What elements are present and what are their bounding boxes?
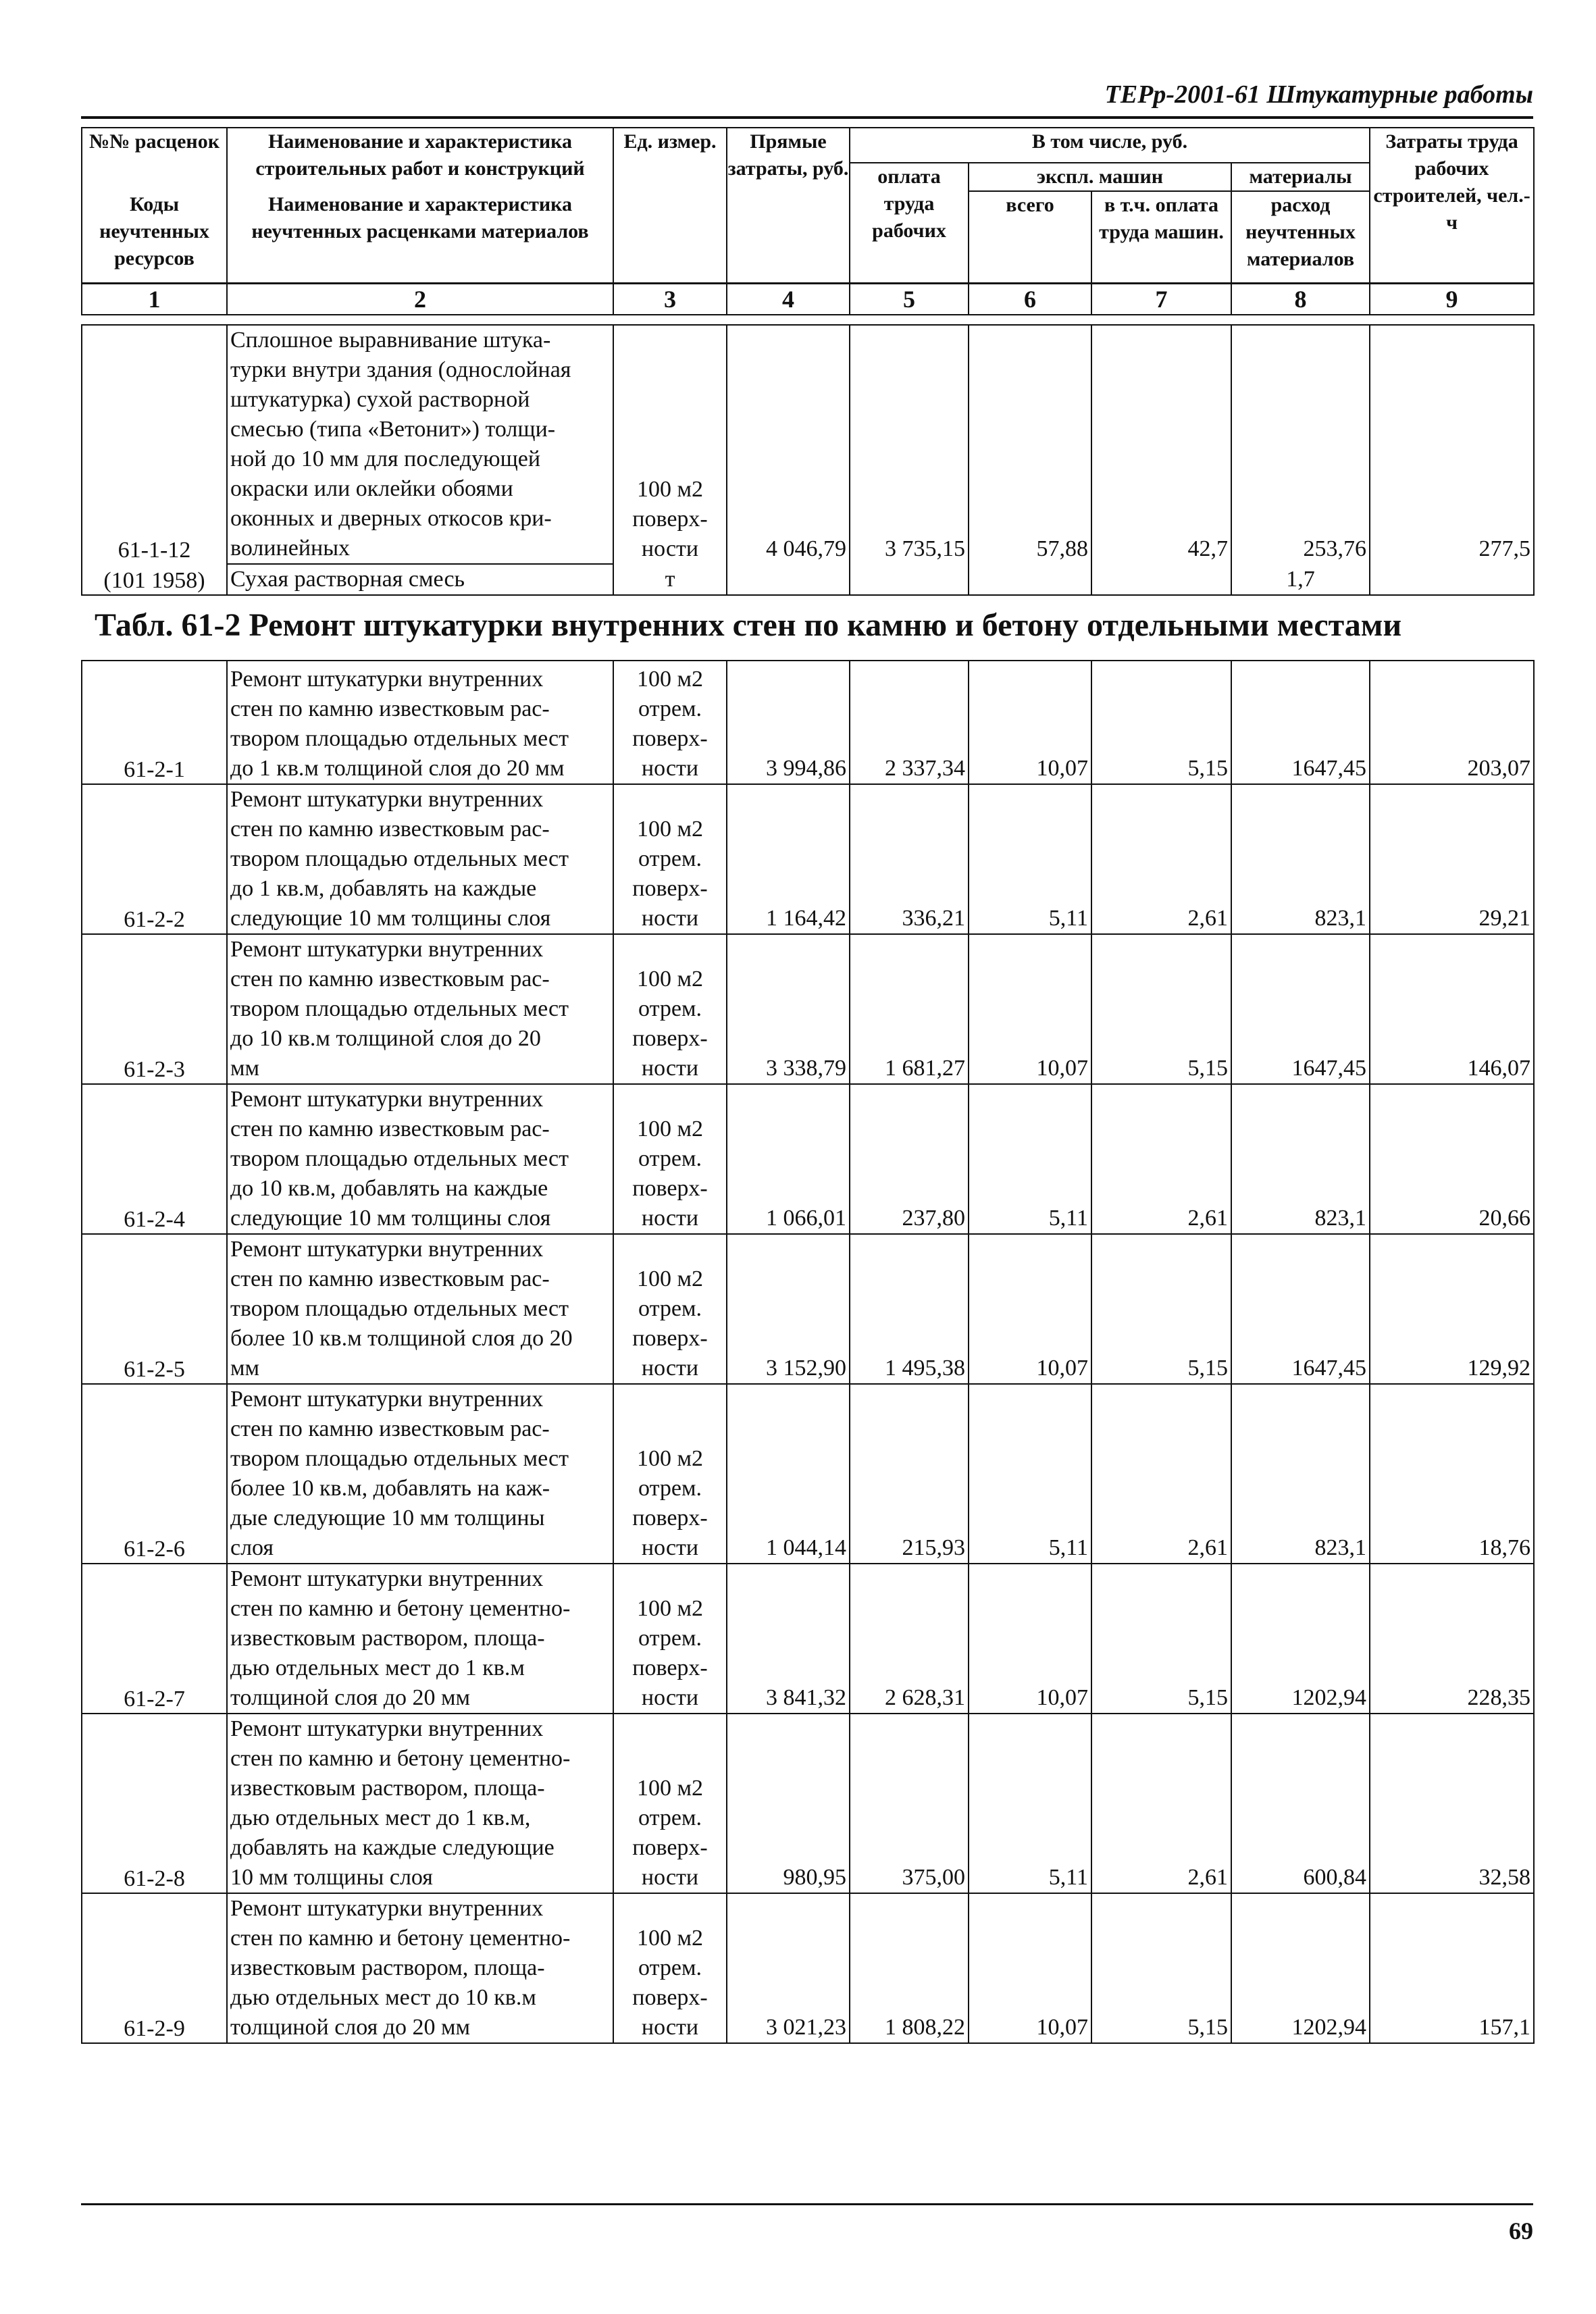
col-header-name-bottom: Наименование и характеристика неучтенных расценками материалов — [227, 191, 613, 283]
table-row — [82, 1384, 1534, 1564]
rate-name: Ремонт штукатурки внутренних стен по камню известковым рас- твором площадью отдельных мест до 10 кв.м, добавлять на каждые следующие 10 мм толщины слоя — [227, 1084, 613, 1234]
col-number: 6 — [969, 283, 1091, 315]
rate-unit: 100 м2 отрем. поверх- ности — [613, 1714, 727, 1893]
direct-cost: 4 046,79 — [727, 325, 850, 564]
col-number: 1 — [82, 283, 227, 315]
direct-cost: 3 152,90 — [727, 1234, 850, 1384]
materials-cost: 1647,45 — [1231, 934, 1370, 1084]
table-row — [82, 1084, 1534, 1234]
col-header-unit: Ед. измер. — [613, 128, 727, 283]
materials-cost: 823,1 — [1231, 1384, 1370, 1564]
rate-name: Ремонт штукатурки внутренних стен по камню и бетону цементно- известковым раствором, площа- дью отдельных мест до 10 кв.м толщиной слоя до 20 мм — [227, 1893, 613, 2043]
labor-hours: 129,92 — [1370, 1234, 1534, 1384]
machine-labor-cost: 5,15 — [1091, 934, 1231, 1084]
rate-name: Ремонт штукатурки внутренних стен по камню известковым рас- твором площадью отдельных мест до 1 кв.м толщиной слоя до 20 мм — [227, 661, 613, 784]
header-rule — [81, 116, 1533, 119]
rate-code: 61-1-12 — [82, 325, 227, 564]
footer-rule — [81, 2203, 1533, 2205]
machine-labor-cost: 5,15 — [1091, 661, 1231, 784]
rate-unit: 100 м2 отрем. поверх- ности — [613, 1234, 727, 1384]
col-header-direct: Прямые затраты, руб. — [727, 128, 850, 283]
rate-code: 61-2-4 — [82, 1084, 227, 1234]
direct-cost: 1 066,01 — [727, 1084, 850, 1234]
col-number: 2 — [227, 283, 613, 315]
table-row — [82, 1893, 1534, 2043]
col-number: 3 — [613, 283, 727, 315]
rate-name: Ремонт штукатурки внутренних стен по камню и бетону цементно- известковым раствором, площа- дью отдельных мест до 1 кв.м, добавлять на каждые следующие 10 мм толщины слоя — [227, 1714, 613, 1893]
col-header-materials: расход неучтенных материалов — [1231, 191, 1370, 283]
rate-unit: 100 м2 поверх- ности — [613, 325, 727, 564]
rate-code: 61-2-3 — [82, 934, 227, 1084]
col-number: 7 — [1091, 283, 1231, 315]
column-header-table — [81, 127, 1535, 315]
machine-cost: 5,11 — [969, 1714, 1091, 1893]
direct-cost: 980,95 — [727, 1714, 850, 1893]
running-header: ТЕРр-2001-61 Штукатурные работы — [1104, 80, 1533, 109]
materials-cost: 823,1 — [1231, 784, 1370, 934]
direct-cost: 1 044,14 — [727, 1384, 850, 1564]
rate-code: 61-2-7 — [82, 1564, 227, 1714]
col-header-materials-group: материалы — [1231, 163, 1370, 191]
col-header-labor: оплата труда рабочих — [850, 163, 969, 283]
rate-name: Ремонт штукатурки внутренних стен по камню известковым рас- твором площадью отдельных мест более 10 кв.м толщиной слоя до 20 мм — [227, 1234, 613, 1384]
resource-code: (101 1958) — [82, 564, 227, 595]
labor-hours: 277,5 — [1370, 325, 1534, 564]
materials-cost: 1647,45 — [1231, 1234, 1370, 1384]
rate-unit: 100 м2 отрем. поверх- ности — [613, 784, 727, 934]
direct-cost: 3 994,86 — [727, 661, 850, 784]
rate-unit: 100 м2 отрем. поверх- ности — [613, 661, 727, 784]
table-row — [82, 1234, 1534, 1384]
resource-name: Сухая растворная смесь — [227, 564, 613, 595]
labor-hours: 203,07 — [1370, 661, 1534, 784]
labor-cost: 215,93 — [850, 1384, 969, 1564]
direct-cost: 3 338,79 — [727, 934, 850, 1084]
labor-cost: 2 628,31 — [850, 1564, 969, 1714]
labor-cost: 237,80 — [850, 1084, 969, 1234]
rate-code: 61-2-8 — [82, 1714, 227, 1893]
labor-hours: 228,35 — [1370, 1564, 1534, 1714]
materials-cost: 1202,94 — [1231, 1893, 1370, 2043]
machine-labor-cost: 5,15 — [1091, 1564, 1231, 1714]
rate-code: 61-2-5 — [82, 1234, 227, 1384]
table-row — [82, 661, 1534, 784]
col-header-code-bottom: Коды неучтенных ресурсов — [82, 191, 227, 283]
page-number: 69 — [1509, 2217, 1533, 2244]
table-title: Табл. 61-2 Ремонт штукатурки внутренних стен по камню и бетону отдельными местами — [95, 607, 1402, 643]
machine-labor-cost: 5,15 — [1091, 1893, 1231, 2043]
rate-unit: 100 м2 отрем. поверх- ности — [613, 1384, 727, 1564]
machine-labor-cost: 2,61 — [1091, 1084, 1231, 1234]
rate-unit: 100 м2 отрем. поверх- ности — [613, 1084, 727, 1234]
machine-labor-cost: 2,61 — [1091, 784, 1231, 934]
machine-cost: 10,07 — [969, 934, 1091, 1084]
col-number: 9 — [1370, 283, 1534, 315]
col-header-machines-group: экспл. машин — [969, 163, 1231, 191]
table-61-1 — [81, 324, 1535, 596]
machine-cost: 57,88 — [969, 325, 1091, 564]
materials-cost: 823,1 — [1231, 1084, 1370, 1234]
resource-unit: т — [613, 564, 727, 595]
rate-name: Ремонт штукатурки внутренних стен по камню известковым рас- твором площадью отдельных мест более 10 кв.м, добавлять на каж- дые следующие 10 мм толщины слоя — [227, 1384, 613, 1564]
labor-hours: 18,76 — [1370, 1384, 1534, 1564]
materials-cost: 253,76 — [1231, 325, 1370, 564]
rate-name: Ремонт штукатурки внутренних стен по камню известковым рас- твором площадью отдельных мест до 1 кв.м, добавлять на каждые следующие 10 мм толщины слоя — [227, 784, 613, 934]
machine-cost: 5,11 — [969, 1084, 1091, 1234]
labor-hours: 32,58 — [1370, 1714, 1534, 1893]
machine-labor-cost: 5,15 — [1091, 1234, 1231, 1384]
labor-hours: 29,21 — [1370, 784, 1534, 934]
rate-name: Сплошное выравнивание штука- турки внутри здания (однослойная штукатурка) сухой растворной смесью (типа «Ветонит») толщи- ной до 10 мм для последующей окраски или оклейки обоями оконных и дверных откосов кри- волинейных — [227, 325, 613, 564]
materials-cost: 600,84 — [1231, 1714, 1370, 1893]
materials-cost: 1202,94 — [1231, 1564, 1370, 1714]
table-row — [82, 784, 1534, 934]
col-number: 8 — [1231, 283, 1370, 315]
col-header-group: В том числе, руб. — [850, 128, 1370, 163]
labor-cost: 1 681,27 — [850, 934, 969, 1084]
machine-cost: 10,07 — [969, 1893, 1091, 2043]
table-61-2 — [81, 660, 1535, 2044]
labor-cost: 1 808,22 — [850, 1893, 969, 2043]
labor-cost: 336,21 — [850, 784, 969, 934]
col-number: 5 — [850, 283, 969, 315]
machine-labor-cost: 42,7 — [1091, 325, 1231, 564]
rate-unit: 100 м2 отрем. поверх- ности — [613, 1893, 727, 2043]
machine-labor-cost: 2,61 — [1091, 1714, 1231, 1893]
table-row — [82, 1564, 1534, 1714]
direct-cost: 1 164,42 — [727, 784, 850, 934]
machine-cost: 5,11 — [969, 784, 1091, 934]
labor-hours: 157,1 — [1370, 1893, 1534, 2043]
col-header-name-top: Наименование и характеристика строительных работ и конструкций — [227, 128, 613, 191]
machine-labor-cost: 2,61 — [1091, 1384, 1231, 1564]
direct-cost: 3 841,32 — [727, 1564, 850, 1714]
labor-hours: 146,07 — [1370, 934, 1534, 1084]
col-number: 4 — [727, 283, 850, 315]
labor-hours: 20,66 — [1370, 1084, 1534, 1234]
labor-cost: 1 495,38 — [850, 1234, 969, 1384]
col-header-machines-total: всего — [969, 191, 1091, 283]
rate-code: 61-2-1 — [82, 661, 227, 784]
rate-code: 61-2-9 — [82, 1893, 227, 2043]
col-header-machine-labor: в т.ч. оплата труда машин. — [1091, 191, 1231, 283]
rate-code: 61-2-2 — [82, 784, 227, 934]
table-row — [82, 1714, 1534, 1893]
rate-name: Ремонт штукатурки внутренних стен по камню известковым рас- твором площадью отдельных мест до 10 кв.м толщиной слоя до 20 мм — [227, 934, 613, 1084]
rate-name: Ремонт штукатурки внутренних стен по камню и бетону цементно- известковым раствором, площа- дью отдельных мест до 1 кв.м толщиной слоя до 20 мм — [227, 1564, 613, 1714]
machine-cost: 10,07 — [969, 661, 1091, 784]
rate-code: 61-2-6 — [82, 1384, 227, 1564]
machine-cost: 10,07 — [969, 1564, 1091, 1714]
labor-cost: 2 337,34 — [850, 661, 969, 784]
rate-unit: 100 м2 отрем. поверх- ности — [613, 934, 727, 1084]
col-header-code-top: №№ расценок — [82, 128, 227, 191]
labor-cost: 3 735,15 — [850, 325, 969, 564]
rate-unit: 100 м2 отрем. поверх- ности — [613, 1564, 727, 1714]
machine-cost: 5,11 — [969, 1384, 1091, 1564]
col-header-hours: Затраты труда рабочих строителей, чел.-ч — [1370, 128, 1534, 283]
labor-cost: 375,00 — [850, 1714, 969, 1893]
machine-cost: 10,07 — [969, 1234, 1091, 1384]
resource-qty: 1,7 — [1231, 564, 1370, 595]
materials-cost: 1647,45 — [1231, 661, 1370, 784]
direct-cost: 3 021,23 — [727, 1893, 850, 2043]
table-row — [82, 934, 1534, 1084]
